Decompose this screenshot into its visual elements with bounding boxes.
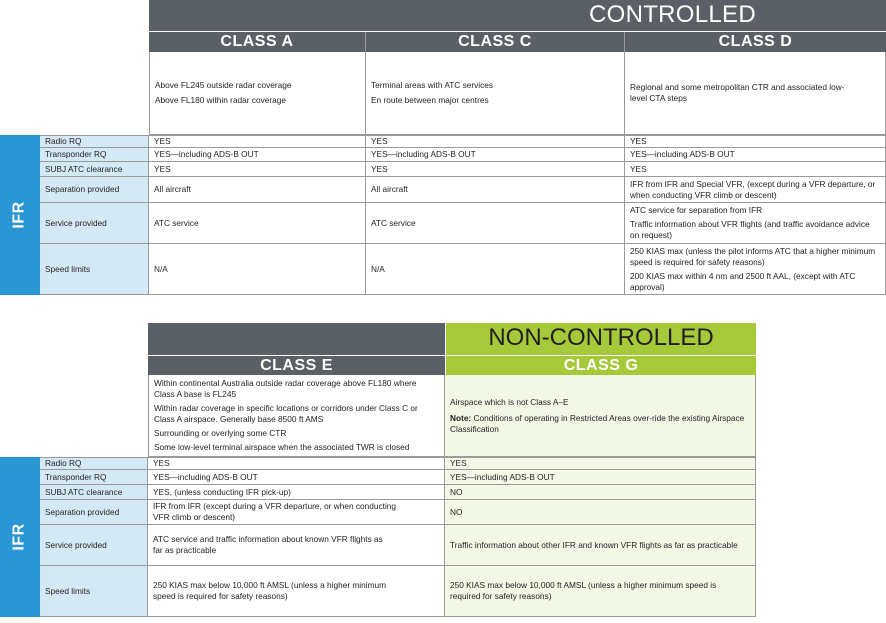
row-label-speed: Speed limits <box>40 566 148 617</box>
controlled-title: CONTROLLED <box>149 0 886 31</box>
class-e-header: CLASS E <box>148 355 445 375</box>
class-a-desc-line: Above FL245 outside radar coverage <box>155 80 292 90</box>
class-d-transponder: YES—including ADS-B OUT <box>625 148 886 162</box>
class-d-desc-line: Regional and some metropolitan CTR and associated low-level CTA steps <box>630 82 845 103</box>
class-g-description <box>445 375 756 457</box>
row-label-speed: Speed limits <box>40 244 149 295</box>
class-g-header: CLASS G <box>445 355 756 375</box>
class-a-radio: YES <box>149 135 366 148</box>
non-controlled-title: NON-CONTROLLED <box>445 323 756 355</box>
row-label-separation: Separation provided <box>40 500 148 525</box>
class-c-separation: All aircraft <box>366 177 625 203</box>
class-a-separation: All aircraft <box>149 177 366 203</box>
class-g-radio: YES <box>445 457 756 470</box>
class-g-transponder: YES—including ADS-B OUT <box>445 470 756 485</box>
class-c-transponder: YES—including ADS-B OUT <box>366 148 625 162</box>
class-d-radio: YES <box>625 135 886 148</box>
class-e-service: ATC service and traffic information about known VFR flights as far as practicable <box>148 525 445 566</box>
class-c-header: CLASS C <box>366 32 625 52</box>
class-g-service: Traffic information about other IFR and known VFR flights as far as practicable <box>445 525 756 566</box>
class-c-description <box>366 52 625 135</box>
ifr-label: IFR <box>11 523 28 551</box>
bottom-dark-header <box>148 323 445 355</box>
class-e-desc-line: Within radar coverage in specific locations or corridors under Class C or Class A airspace. Generally base 8500 ft AMS <box>154 403 418 424</box>
class-c-clearance: YES <box>366 162 625 177</box>
class-d-speed-line: 250 KIAS max (unless the pilot informs ATC that a higher minimum speed is required for safety reasons) <box>630 245 876 267</box>
class-a-transponder: YES—including ADS-B OUT <box>149 148 366 162</box>
class-a-desc-line: Above FL180 within radar coverage <box>155 95 286 105</box>
class-d-service-line: Traffic information about VFR flights (and traffic avoidance advice on request) <box>630 219 870 240</box>
row-label-service: Service provided <box>40 203 149 244</box>
class-e-description <box>148 375 445 457</box>
class-c-desc-line: En route between major centres <box>371 95 489 105</box>
class-c-speed: N/A <box>366 244 625 295</box>
class-g-note <box>450 413 750 435</box>
class-e-clearance: YES, (unless conducting IFR pick-up) <box>148 485 445 500</box>
class-a-description <box>149 52 366 135</box>
ifr-band-bottom <box>0 457 40 617</box>
class-a-header: CLASS A <box>149 32 366 52</box>
row-label-radio: Radio RQ <box>40 457 148 470</box>
note-text: Conditions of operating in Restricted Areas over-ride the existing Airspace Classification <box>450 412 745 434</box>
ifr-label: IFR <box>11 201 28 229</box>
class-e-desc-line: Some low-level terminal airspace when the associated TWR is closed <box>154 442 410 452</box>
class-e-speed: 250 KIAS max below 10,000 ft AMSL (unless a higher minimum speed is required for safety reasons) <box>148 566 445 617</box>
class-e-separation: IFR from IFR (except during a VFR departure, or when conducting VFR climb or descent) <box>148 500 445 525</box>
class-d-clearance: YES <box>625 162 886 177</box>
class-d-service <box>625 203 886 244</box>
row-label-service: Service provided <box>40 525 148 566</box>
class-c-service: ATC service <box>366 203 625 244</box>
row-label-transponder: Transponder RQ <box>40 148 149 162</box>
ifr-band-top <box>0 135 40 295</box>
class-c-radio: YES <box>366 135 625 148</box>
class-e-desc-line: Within continental Australia outside radar coverage above FL180 where Class A base is FL245 <box>154 378 417 399</box>
class-e-radio: YES <box>148 457 445 470</box>
class-d-header: CLASS D <box>625 32 886 52</box>
class-d-speed <box>625 244 886 295</box>
class-g-separation: NO <box>445 500 756 525</box>
class-d-speed-line: 200 KIAS max within 4 nm and 2500 ft AAL, (except with ATC approval) <box>630 270 856 292</box>
class-d-service-line: ATC service for separation from IFR <box>630 205 763 215</box>
class-g-clearance: NO <box>445 485 756 500</box>
class-c-desc-line: Terminal areas with ATC services <box>371 80 494 90</box>
class-g-desc-line: Airspace which is not Class A–E <box>450 396 569 407</box>
note-label: Note: <box>450 412 472 423</box>
row-label-radio: Radio RQ <box>40 135 149 148</box>
row-label-clearance: SUBJ ATC clearance <box>40 485 148 500</box>
row-label-separation: Separation provided <box>40 177 149 203</box>
row-label-transponder: Transponder RQ <box>40 470 148 485</box>
class-e-desc-line: Surrounding or overlying some CTR <box>154 428 287 438</box>
class-d-separation: IFR from IFR and Special VFR, (except during a VFR departure, or when conducting VFR climb or descent) <box>625 177 886 203</box>
class-g-speed: 250 KIAS max below 10,000 ft AMSL (unless a higher minimum speed is required for safety reasons) <box>445 566 756 617</box>
class-a-clearance: YES <box>149 162 366 177</box>
class-a-speed: N/A <box>149 244 366 295</box>
class-a-service: ATC service <box>149 203 366 244</box>
class-d-description <box>625 52 886 135</box>
class-e-transponder: YES—including ADS-B OUT <box>148 470 445 485</box>
row-label-clearance: SUBJ ATC clearance <box>40 162 149 177</box>
